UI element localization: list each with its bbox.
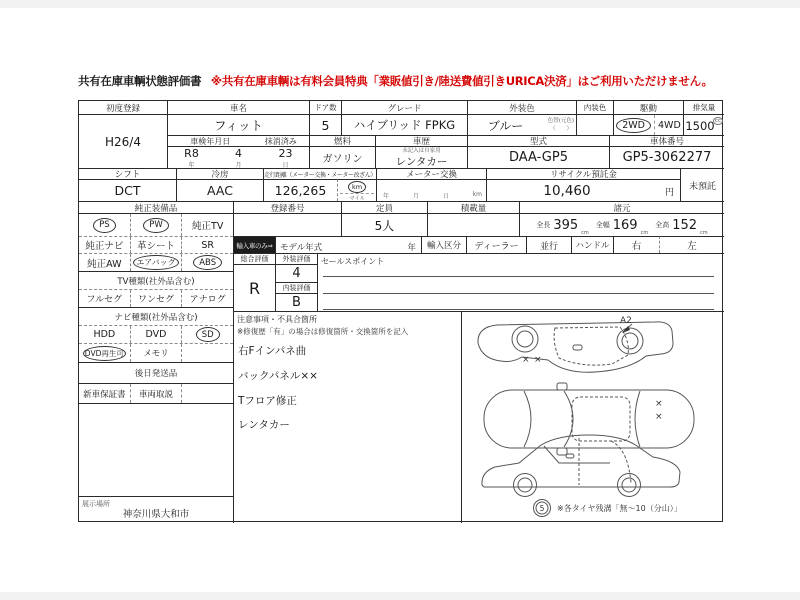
location-value: 神奈川県大和市: [122, 509, 190, 520]
insp-year-unit: 年: [188, 161, 195, 168]
sr-item: SR: [181, 237, 233, 253]
inspection-header-cell: [167, 135, 309, 146]
mile-unit: マイル: [349, 196, 366, 201]
docs-row: [79, 383, 233, 403]
shift-header: シフト: [79, 168, 176, 179]
drive-value-cell: [613, 114, 683, 135]
memory-item: メモリ: [130, 344, 182, 362]
insp-era-group: [168, 147, 215, 168]
doc-warning: ※共有在庫車輌は有料会員特典「業販値引き/陸送費値引きURICA決済」はご利用いただけません。: [210, 74, 713, 88]
int-color-value-cell: [576, 114, 613, 135]
insp-month-group: [215, 147, 262, 168]
dvd-play-circled: DVD再生可: [83, 346, 126, 361]
dims-header: 諸元: [519, 201, 724, 213]
recycle-value: 10,460: [543, 183, 591, 199]
grade-value: ハイブリッド FPKG: [341, 114, 467, 135]
navi-item: 純正ナビ: [85, 241, 124, 252]
airbag-circled: エアバッグ: [133, 255, 178, 270]
ext-color-value-cell: [467, 114, 576, 135]
erased-label: 抹消済み: [264, 136, 297, 146]
equip-header: 純正装備品: [79, 201, 233, 213]
int-color-header: 内装色: [576, 101, 613, 114]
model-year-label: モデル年式: [280, 243, 323, 253]
reg-no-header: 登録番号: [233, 201, 341, 213]
ps-circled: PS: [93, 218, 116, 233]
sales-line-3: [323, 309, 714, 310]
model-code-header: 型式: [467, 135, 609, 146]
length-value: 395: [553, 217, 579, 233]
insp-month-unit: 月: [235, 161, 242, 168]
damage-mark-side-2: ×: [655, 412, 663, 422]
drive-header: 駆動: [613, 101, 683, 114]
note-item-2: バックパネル××: [238, 370, 318, 382]
reg-no-value-cell: [233, 213, 341, 236]
car-name-header: 車名: [167, 101, 309, 114]
displacement-header: 排気量: [683, 101, 724, 114]
equip-row-2: [79, 236, 233, 253]
scan-edge-bottom: [0, 592, 800, 600]
mileage-unit-box: [337, 179, 376, 201]
damage-mark-side-1: ×: [655, 399, 663, 409]
mileage-header: 走行距離（メーター交換・メーター改ざん）: [263, 168, 376, 179]
doors-header: ドア数: [309, 101, 341, 114]
import-only-label: 輸入車のみ⇒: [233, 236, 275, 253]
length-unit: cm: [581, 230, 589, 236]
recycle-value-cell: [486, 179, 680, 201]
pw-item: [130, 214, 182, 236]
width-unit: cm: [640, 230, 649, 236]
height-unit: cm: [700, 230, 708, 236]
sd-circled: SD: [196, 327, 220, 342]
navi-type-header: ナビ種類(社外品含む): [79, 307, 233, 325]
drive-4wd: 4WD: [658, 119, 681, 131]
interior-eval-header: 内装評価: [275, 282, 317, 293]
model-year-unit: 年: [407, 243, 416, 253]
first-reg-value: H26/4: [79, 114, 167, 168]
insp-era: R8: [184, 146, 199, 160]
evaluation-table: [78, 100, 723, 522]
hdd-item: HDD: [93, 329, 116, 340]
tire-note-number: 5: [539, 504, 545, 513]
ps-item: [79, 214, 130, 236]
damage-mark-top-1: ×: [522, 355, 530, 365]
capacity-value: 5人: [341, 213, 427, 236]
doors-value: 5: [309, 114, 341, 135]
length-label: 全長: [536, 221, 551, 229]
location-label: 展示場所: [82, 500, 110, 508]
abs-item: [181, 254, 233, 271]
exterior-eval-value: 4: [275, 264, 317, 282]
damage-mark-top-2: ×: [534, 355, 542, 365]
handle-label: ハンドル: [571, 236, 613, 253]
meter-exchange-value-cell: [376, 179, 486, 201]
recycle-header: リサイクル預託金: [486, 168, 680, 179]
dvd-item: DVD: [130, 326, 182, 343]
car-diagram-cell: [461, 311, 724, 523]
doc-title: 共有在庫車輌状態評価書: [78, 74, 202, 88]
interior-eval-value: B: [275, 293, 317, 311]
abs-circled: ABS: [193, 255, 222, 270]
insp-month: 4: [235, 146, 242, 160]
analog-item: アナログ: [181, 290, 233, 307]
navi-empty-item: [181, 344, 233, 362]
mileage-value: 126,265: [263, 179, 337, 201]
history-note: 未記入は自家用: [402, 148, 441, 154]
warranty-item: 新車保証書: [83, 389, 126, 400]
handle-right: 右: [613, 236, 659, 253]
drive-divider: [654, 115, 655, 135]
ac-value: AAC: [176, 179, 263, 201]
left-empty-box: [79, 403, 233, 496]
note-item-4: レンタカー: [238, 419, 290, 431]
height-label: 全高: [655, 221, 670, 229]
overall-eval-value: R: [233, 264, 275, 311]
history-header: 車歴: [375, 135, 467, 146]
first-reg-header: 初度登録: [105, 103, 140, 114]
handle-left: 左: [659, 236, 724, 253]
equip-row-1: [79, 213, 233, 236]
history-value: レンタカー: [395, 156, 448, 168]
displacement-value: 1500: [685, 118, 715, 133]
airbag-item: [130, 254, 182, 271]
import-class-label: 輸入区分: [421, 236, 466, 253]
dvd-play-item: [79, 344, 130, 362]
dealer-label: ディーラー: [466, 236, 526, 253]
aw-item: 純正AW: [87, 258, 122, 270]
km-unit-circled: km: [348, 181, 366, 193]
inspection-label: 車検年月日: [190, 136, 231, 146]
dims-value-cell: [519, 213, 724, 236]
cc-unit: cc: [714, 118, 721, 124]
body-no-value: GP5-3062277: [609, 146, 724, 168]
displacement-value-cell: [683, 114, 724, 135]
leather-item: 革シート: [130, 237, 182, 253]
not-deposited-cell: 未預託: [680, 168, 724, 201]
ac-header: 冷房: [176, 168, 263, 179]
oneseg-item: ワンセグ: [130, 290, 182, 307]
sales-point-cell: [317, 253, 724, 311]
overall-eval-header: 総合評価: [233, 253, 275, 264]
fuel-header: 燃料: [309, 135, 375, 146]
sd-item: [181, 326, 233, 343]
location-cell: [79, 496, 233, 523]
ext-color-value: ブルー: [487, 119, 524, 133]
car-name-value: フィット: [167, 114, 309, 135]
a2-label: A2: [620, 316, 632, 326]
notes-subtitle: ※修復歴「有」の場合は修復箇所・交換箇所を記入: [237, 327, 409, 336]
car-diagram: [462, 312, 723, 522]
later-ship-header: 後日発送品: [79, 362, 233, 383]
inspection-value-cell: [167, 146, 309, 168]
shift-value: DCT: [79, 179, 176, 201]
fuel-value: ガソリン: [309, 146, 375, 168]
navi-type-row-1: [79, 325, 233, 343]
color-change-paren: （ ）: [549, 126, 572, 132]
model-code-value: DAA-GP5: [467, 146, 609, 168]
load-value-cell: [427, 213, 519, 236]
doc-header: [78, 73, 778, 89]
meter-exchange-header: メーター交換: [376, 168, 486, 179]
note-item-3: Tフロア修正: [238, 395, 297, 407]
docs-empty-item: [181, 384, 233, 403]
equip-row-3: [79, 253, 233, 271]
pw-circled: PW: [143, 218, 169, 233]
load-header: 積載量: [427, 201, 519, 213]
history-value-cell: [375, 146, 467, 168]
sales-line-1: [323, 276, 714, 277]
exterior-eval-header: 外装評価: [275, 253, 317, 264]
scan-edge-top: [0, 0, 800, 8]
me-month-unit: 月: [412, 193, 419, 200]
insp-day-unit: 日: [282, 161, 289, 168]
me-day-unit: 日: [442, 193, 449, 200]
tire-note-text: ※各タイヤ残溝「無～10（分山）」: [557, 504, 682, 513]
fullseg-item: フルセグ: [86, 295, 123, 305]
yen-unit: 円: [664, 188, 674, 198]
ext-color-header: 外装色: [467, 101, 576, 114]
sales-point-label: セールスポイント: [321, 257, 385, 266]
notes-title: 注意事項・不具合箇所: [237, 315, 317, 324]
tv-item: 純正TV: [181, 214, 233, 236]
insp-day: 23: [278, 146, 293, 160]
capacity-header: 定員: [341, 201, 427, 213]
me-km-unit: km: [472, 191, 482, 198]
model-year-cell: [275, 236, 421, 253]
grade-header: グレード: [341, 101, 467, 114]
navi-type-row-2: [79, 343, 233, 362]
color-change-note: 色替(元色): [547, 118, 574, 124]
body-no-header: 車体番号: [609, 135, 724, 146]
insp-day-group: [262, 147, 309, 168]
drive-2wd-circled: 2WD: [616, 118, 651, 133]
tv-type-header: TV種類(社外品含む): [79, 271, 233, 289]
note-item-1: 右Fインパネ曲: [238, 345, 307, 357]
sales-line-2: [323, 293, 714, 294]
parallel-label: 並行: [526, 236, 571, 253]
width-label: 全幅: [595, 221, 610, 229]
tv-type-row: [79, 289, 233, 307]
me-year-unit: 年: [383, 193, 390, 200]
width-value: 169: [612, 217, 638, 233]
meter-exchange-units: [383, 191, 482, 200]
height-value: 152: [672, 217, 698, 233]
notes-cell: [233, 311, 461, 523]
manual-item: 車両取説: [130, 384, 182, 403]
